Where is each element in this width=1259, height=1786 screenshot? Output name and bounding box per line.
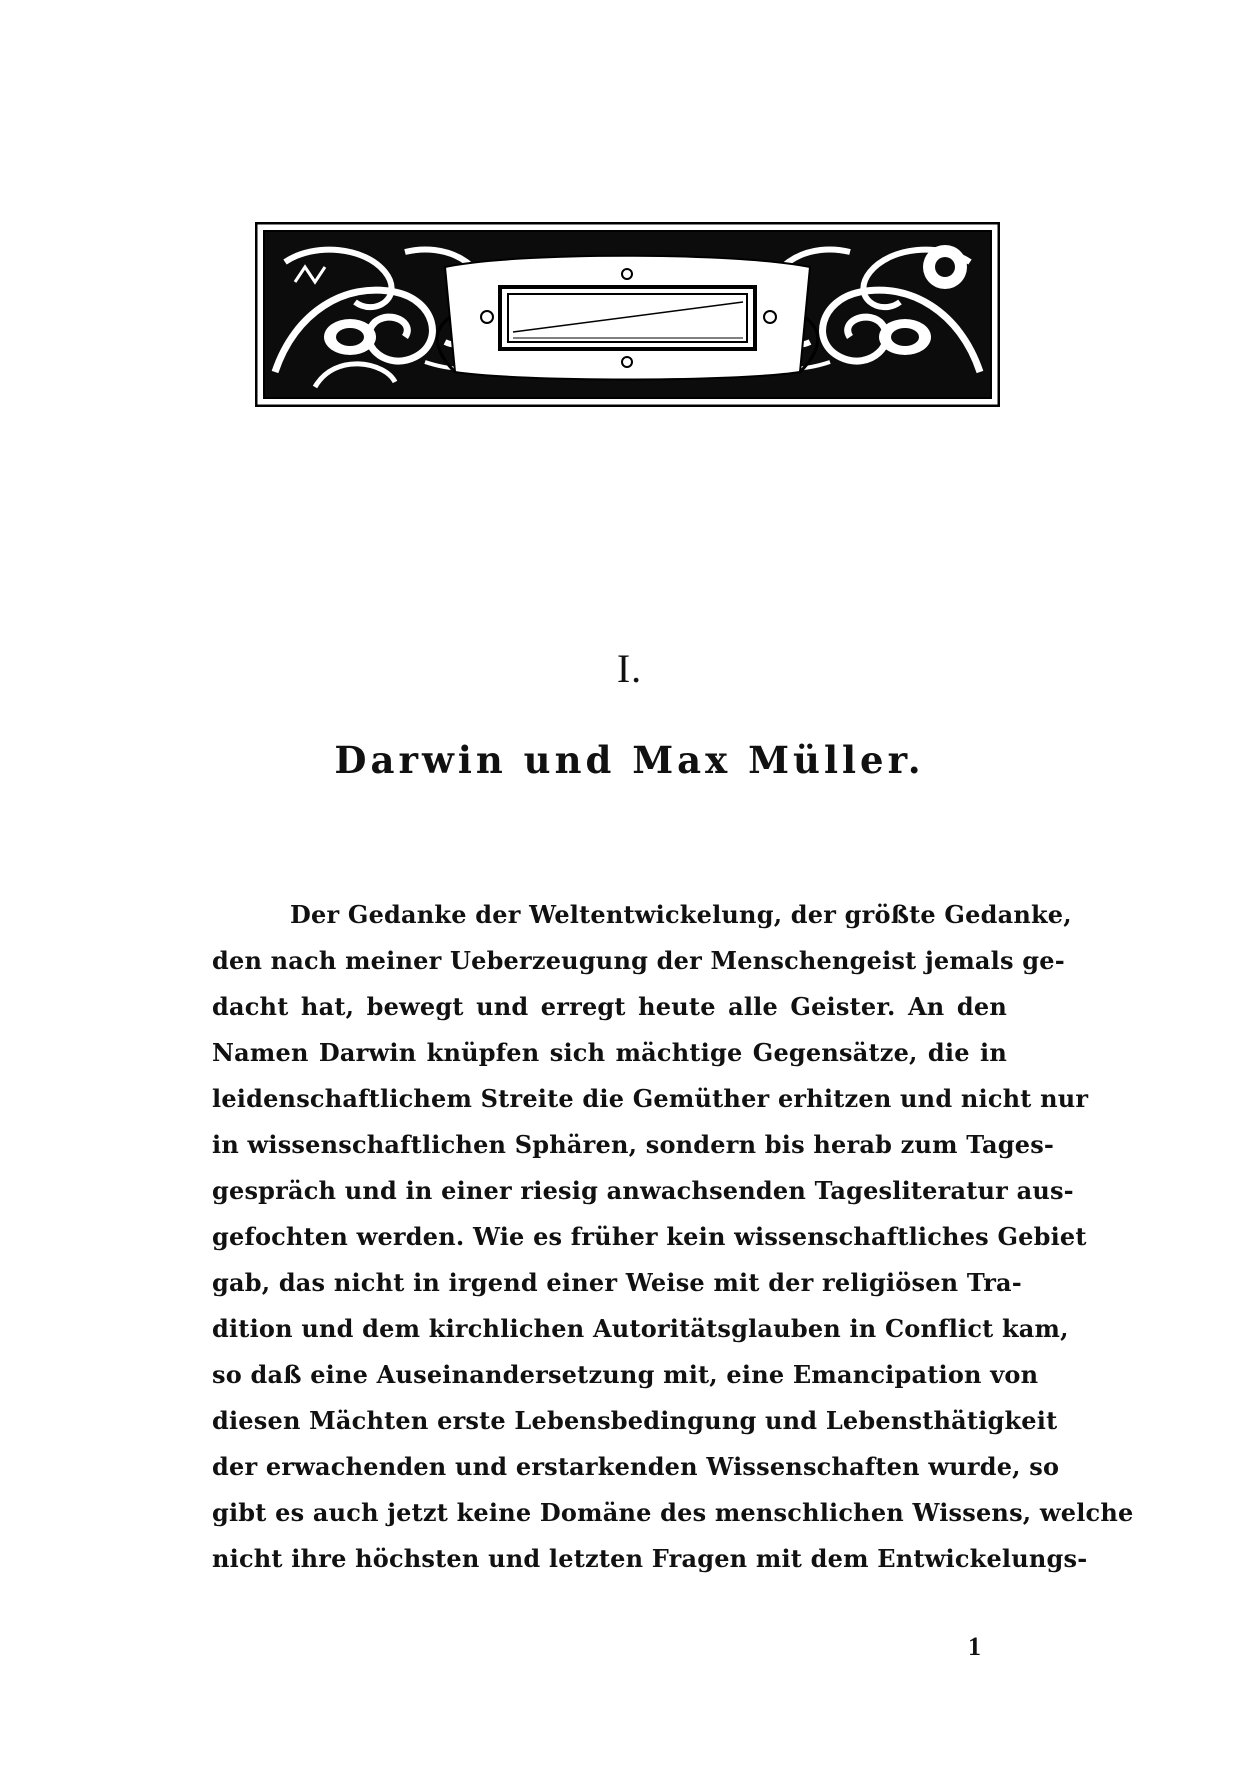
headpiece-ornament-graphic	[255, 222, 1000, 407]
text-line: dacht hat, bewegt und erregt heute alle Geister. An den	[212, 992, 1007, 1021]
text-line: den nach meiner Ueberzeugung der Menschengeist jemals ge-	[212, 946, 1065, 975]
text-line: gibt es auch jetzt keine Domäne des menschlichen Wissens, welche	[212, 1498, 1134, 1527]
text-line: nicht ihre höchsten und letzten Fragen mit dem Entwickelungs-	[212, 1544, 1088, 1573]
text-line: Namen Darwin knüpfen sich mächtige Gegensätze, die in	[212, 1038, 1007, 1067]
text-line: in wissenschaftlichen Sphären, sondern bis herab zum Tages-	[212, 1130, 1055, 1159]
text-line: der erwachenden und erstarkenden Wissenschaften wurde, so	[212, 1452, 1060, 1481]
chapter-number: I.	[616, 646, 643, 691]
text-line: dition und dem kirchlichen Autoritätsglauben in Conflict kam,	[212, 1314, 1069, 1343]
body-paragraph	[212, 892, 1134, 1582]
page-number: 1	[968, 1632, 981, 1661]
text-line: leidenschaftlichem Streite die Gemüther erhitzen und nicht nur	[212, 1084, 1089, 1113]
text-line: Der Gedanke der Weltentwickelung, der größte Gedanke,	[290, 900, 1072, 929]
text-line: gefochten werden. Wie es früher kein wissenschaftliches Gebiet	[212, 1222, 1087, 1251]
chapter-title: Darwin und Max Müller.	[334, 738, 925, 782]
text-line: so daß eine Auseinandersetzung mit, eine Emancipation von	[212, 1360, 1039, 1389]
text-line: gab, das nicht in irgend einer Weise mit der religiösen Tra-	[212, 1268, 1022, 1297]
text-line: diesen Mächten erste Lebensbedingung und Lebensthätigkeit	[212, 1406, 1058, 1435]
ornamental-headpiece	[255, 222, 1000, 407]
text-line: gespräch und in einer riesig anwachsenden Tagesliteratur aus-	[212, 1176, 1074, 1205]
